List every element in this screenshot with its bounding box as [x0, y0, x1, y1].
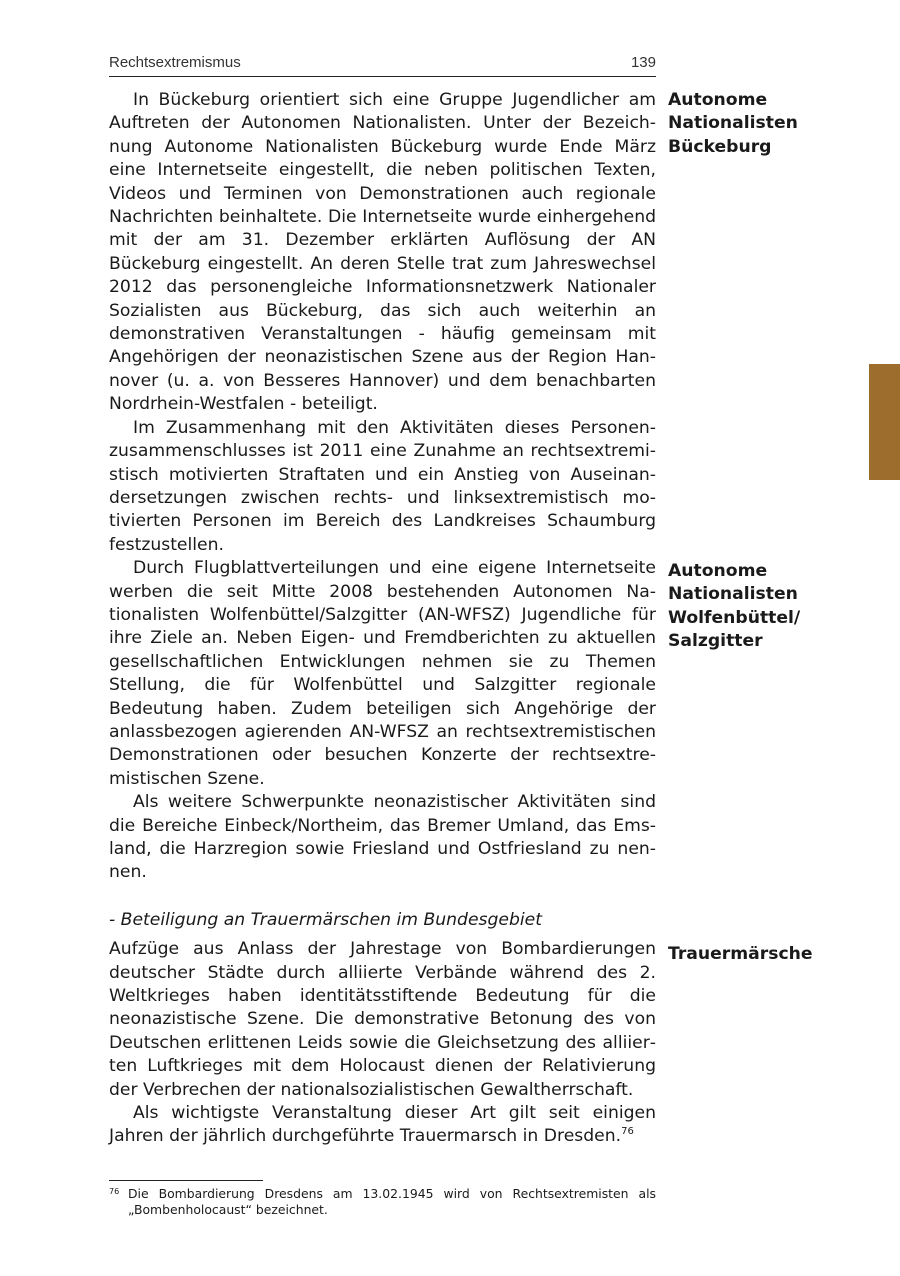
paragraph: Als weitere Schwerpunkte neonazistischer Aktivitäten sind die Bereiche Einbeck/Northeim, das Bremer Umland, das Emsland, die Harzregion sowie Friesland und Ostfriesland zu nennen.	[109, 792, 656, 883]
footnote-separator	[109, 1180, 263, 1181]
footnote	[109, 1184, 656, 1218]
paragraph-with-footnote	[109, 1102, 656, 1149]
margin-note-line: Autonome	[668, 90, 768, 110]
footnote-text: Die Bombardierung Dresdens am 13.02.1945 wird von Rechtsextremisten als „Bombenholocaust“ bezeichnet.	[128, 1186, 656, 1217]
section-subheading: - Beteiligung an Trauermärschen im Bundesgebiet	[109, 909, 542, 930]
margin-note-trauermaersche	[668, 943, 828, 966]
margin-note-autonome-nationalisten-wolfenbuettel	[668, 560, 828, 654]
margin-note-line: Nationalisten	[668, 113, 798, 134]
margin-note-line: Autonome	[668, 561, 768, 581]
body-text	[109, 89, 656, 1149]
running-header	[109, 52, 656, 77]
margin-note-line: Trauermärsche	[668, 944, 813, 964]
chapter-thumb-tab	[869, 364, 900, 480]
page-number: 139	[630, 54, 656, 71]
paragraph: Durch Flugblattverteilungen und eine eigene Internetseite werben die seit Mitte 2008 bestehenden Autonomen Nationalisten Wolfenbüttel/Salzgitter (AN-WFSZ) Jugendliche für ihre Ziele an. Neben Eigen- und Fremdberichten zu aktuellen gesellschaftlichen Entwicklungen nehmen sie zu Themen Stellung, die für Wolfenbüttel und Salzgitter regionale Bedeutung haben. Zudem beteiligen sich Angehörige der anlassbezogen agierenden AN-WFSZ an rechtsextremistischen Demonstrationen oder besuchen Konzerte der rechtsextremistischen Szene.	[109, 558, 656, 789]
footnote-reference[interactable]: 76	[621, 1126, 634, 1138]
running-title: Rechtsextremismus	[109, 54, 241, 71]
margin-note-autonome-nationalisten-bueckeburg	[668, 89, 828, 159]
paragraph: Aufzüge aus Anlass der Jahrestage von Bombardierungen deutscher Städte durch alliierte Verbände während des 2. Weltkrieges haben identitätsstiftende Bedeutung für die neonazistische Szene. Die demonstrative Betonung des von Deutschen erlittenen Leids sowie die Gleichsetzung des alliierten Luftkrieges mit dem Holocaust dienen der Relativierung der Verbrechen der nationalsozialistischen Gewaltherrschaft.	[109, 939, 656, 1100]
paragraph: Im Zusammenhang mit den Aktivitäten dieses Personenzusammenschlusses ist 2011 eine Zunahme an rechtsextremistisch motivierten Straftaten und ein Anstieg von Auseinandersetzungen zwischen rechts- und linksextremistisch motivierten Personen im Bereich des Landkreises Schaumburg festzustellen.	[109, 417, 656, 555]
margin-note-line: Bückeburg	[668, 136, 772, 157]
paragraph-text: Als wichtigste Veranstaltung dieser Art gilt seit einigen Jahren der jährlich durchgeführte Trauermarsch in Dresden.	[109, 1103, 656, 1147]
margin-note-line: Wolfenbüttel/	[668, 607, 801, 628]
footnote-mark: 76	[109, 1187, 120, 1196]
margin-note-line: Nationalisten	[668, 584, 798, 605]
paragraph: In Bückeburg orientiert sich eine Gruppe Jugendlicher am Auftreten der Autonomen Nationalisten. Unter der Bezeichnung Autonome Nationalisten Bückeburg wurde Ende März eine Internetseite eingestellt, die neben politischen Texten, Videos und Terminen von Demonstrationen auch regionale Nachrichten beinhaltete. Die Internetseite wurde einhergehend mit der am 31. Dezember erklärten Auflösung der AN Bückeburg eingestellt. An deren Stelle trat zum Jahreswechsel 2012 das personengleiche Informationsnetzwerk Nationaler Sozialisten aus Bückeburg, das sich auch weiterhin an demonstrativen Veranstaltungen - häufig gemeinsam mit Angehörigen der neonazistischen Szene aus der Region Hannover (u. a. von Besseres Hannover) und dem benachbarten Nordrhein-Westfalen - beteiligt.	[109, 90, 656, 415]
margin-note-line: Salzgitter	[668, 631, 763, 652]
